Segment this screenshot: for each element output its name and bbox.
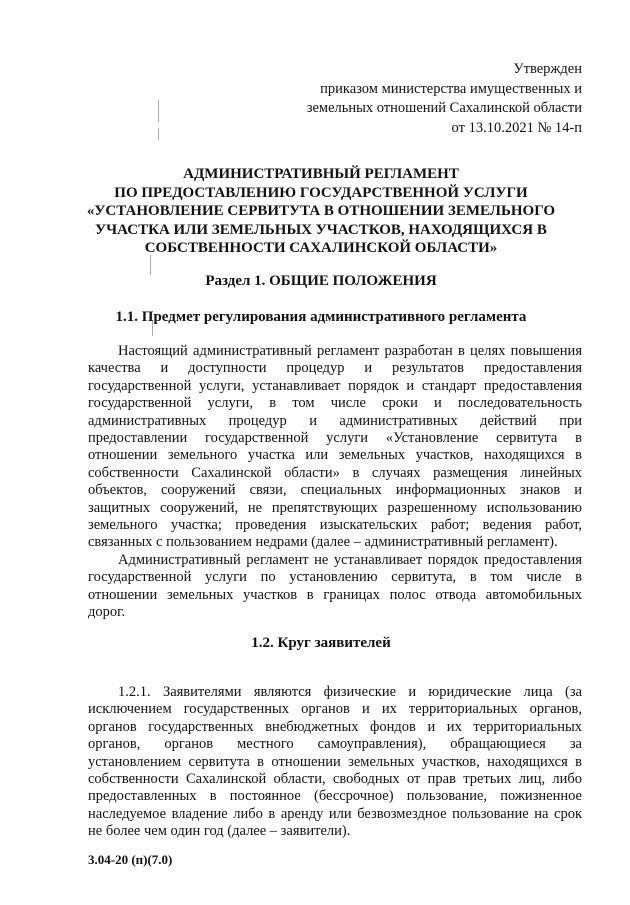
text-line: защитных сооружений, не препятствующих разрешенному использованию bbox=[88, 499, 582, 516]
title-line: УЧАСТКА ИЛИ ЗЕМЕЛЬНЫХ УЧАСТКОВ, НАХОДЯЩИХСЯ В bbox=[95, 221, 547, 238]
title-line: АДМИНИСТРАТИВНЫЙ РЕГЛАМЕНТ bbox=[183, 166, 459, 182]
text-line: Настоящий административный регламент разработан в целях повышения bbox=[118, 343, 582, 359]
text-line: наследуемое владение либо в аренду или безвозмездное пользование на срок bbox=[88, 805, 582, 822]
title-line: «УСТАНОВЛЕНИЕ СЕРВИТУТА В ОТНОШЕНИИ ЗЕМЕЛЬНОГО bbox=[86, 203, 556, 219]
text-line: 1.2.1. Заявителями являются физические и юридические лица (за bbox=[118, 684, 582, 700]
text-line: отношении земельных участков в границах полос отвода автомобильных bbox=[88, 586, 582, 603]
text-line: государственной услуги по установлению сервитута, в том числе в bbox=[88, 569, 582, 586]
text-line: установлением сервитута в отношении земельных участков, находящихся в bbox=[88, 753, 582, 770]
approval-stamp-block bbox=[307, 60, 582, 138]
text-line: государственной услуги, устанавливает порядок и стандарт предоставления bbox=[88, 377, 582, 394]
title-line: СОБСТВЕННОСТИ САХАЛИНСКОЙ ОБЛАСТИ» bbox=[144, 240, 498, 256]
text-line: качества и доступности процедур и результатов предоставления bbox=[88, 360, 582, 377]
text-line: связанных с пользованием недрами (далее – административный регламент). bbox=[88, 534, 558, 551]
section-1-1-heading: 1.1. Предмет регулирования административного регламента bbox=[115, 309, 527, 325]
section-1-1-paragraph-1 bbox=[88, 343, 582, 552]
document-title bbox=[60, 165, 582, 258]
text-line: органов государственных внебюджетных фондов и их территориальных bbox=[88, 718, 582, 735]
text-line: собственности Сахалинской области, свободных от прав третьих лиц, либо bbox=[88, 770, 582, 787]
text-line: собственности Сахалинской области» в случаях размещения линейных bbox=[88, 464, 582, 481]
text-line: не более чем один год (далее – заявители). bbox=[88, 823, 351, 840]
section-1-1-paragraph-2 bbox=[88, 552, 582, 622]
approval-line: земельных отношений Сахалинской области bbox=[306, 100, 582, 116]
text-line: объектов, сооружений связи, специальных информационных знаков и bbox=[88, 482, 582, 499]
text-line: административных процедур и административных действий при bbox=[88, 412, 582, 429]
section-1-2-heading: 1.2. Круг заявителей bbox=[251, 635, 391, 651]
scan-artifact-line bbox=[158, 100, 159, 122]
document-code-footer: 3.04-20 (п)(7.0) bbox=[88, 852, 173, 867]
text-line: органов, органов местного самоуправления), обращающиеся за bbox=[88, 736, 582, 753]
section-1-heading: Раздел 1. ОБЩИЕ ПОЛОЖЕНИЯ bbox=[205, 273, 437, 289]
text-line: дорог. bbox=[88, 604, 126, 621]
text-line: государственной услуги, в том числе сроки и последовательность bbox=[88, 395, 582, 412]
approval-line: приказом министерства имущественных и bbox=[320, 80, 582, 97]
approval-line: Утвержден bbox=[513, 61, 582, 77]
approval-line: от 13.10.2021 № 14-п bbox=[451, 119, 582, 136]
text-line: предоставленных в постоянное (бессрочное) пользование, пожизненное bbox=[88, 788, 582, 805]
text-line: исключением государственных органов и их территориальных органов, bbox=[88, 701, 582, 718]
text-line: отношении земельного участка или земельных участков, находящихся в bbox=[88, 447, 582, 464]
text-line: предоставлении государственной услуги «Установление сервитута в bbox=[88, 429, 582, 446]
title-line: ПО ПРЕДОСТАВЛЕНИЮ ГОСУДАРСТВЕННОЙ УСЛУГИ bbox=[114, 184, 528, 201]
scan-artifact-line bbox=[158, 128, 159, 140]
text-line: Административный регламент не устанавливает порядок предоставления bbox=[118, 552, 582, 568]
section-1-2-paragraph-1 bbox=[88, 684, 582, 841]
text-line: земельного участка; проведения изыскательских работ; ведения работ, bbox=[88, 516, 582, 533]
